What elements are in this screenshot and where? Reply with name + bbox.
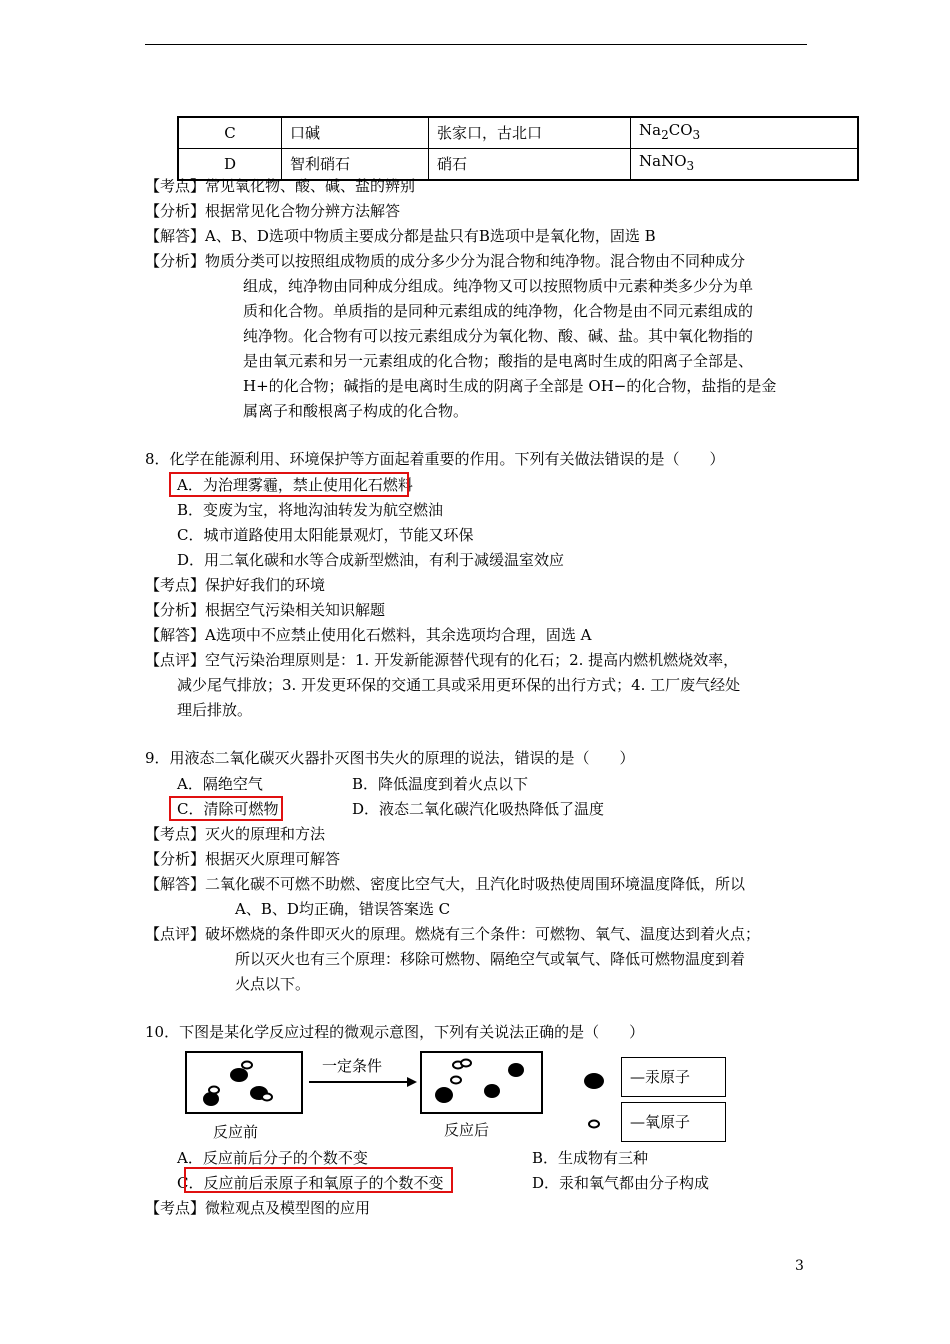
molecule-diagram-after	[422, 1053, 541, 1112]
oxygen-atom	[451, 1077, 461, 1084]
formula-subscript: 3	[692, 128, 701, 142]
q9-stem: 9．用液态二氧化碳灭火器扑灭图书失火的原理的说法，错误的是（ ）	[145, 749, 635, 767]
table-cell: 口碱	[282, 117, 429, 149]
q7-comment-line: 质和化合物。单质指的是同种元素组成的纯净物，化合物是由不同元素组成的	[243, 302, 754, 320]
q7-comment-line: 是由氧元素和另一元素组成的化合物；酸指的是电离时生成的阳离子全部是、	[243, 352, 754, 370]
mercury-atom	[203, 1092, 219, 1106]
q9-option-d: D．液态二氧化碳汽化吸热降低了温度	[352, 800, 605, 818]
q9-comment-line: 所以灭火也有三个原理：移除可燃物、隔绝空气或氧气、降低可燃物温度到着	[235, 950, 746, 968]
q9-jieda-line: 【解答】二氧化碳不可燃不助燃、密度比空气大，且汽化时吸热使周围环境温度降低，所以	[145, 875, 746, 893]
q7-jieda: 【解答】A、B、D选项中物质主要成分都是盐只有B选项中是氧化物，固选 B	[145, 227, 656, 245]
q9-option-c: C．清除可燃物	[177, 800, 279, 818]
table-cell: 硝石	[429, 149, 631, 181]
answer-highlight-box	[169, 796, 283, 821]
table-row	[178, 117, 858, 149]
q7-comment-line: 纯净物。化合物有可以按元素组成分为氧化物、酸、碱、盐。其中氧化物指的	[243, 327, 754, 345]
q7-comment-line: 【分析】物质分类可以按照组成物质的成分多少分为混合物和纯净物。混合物由不同种成分	[145, 252, 746, 270]
oxygen-atom	[461, 1060, 471, 1067]
q7-comment-line: 组成，纯净物由同种成分组成。纯净物又可以按照物质中元素种类多少分为单	[243, 277, 754, 295]
q10-option-a: A．反应前后分子的个数不变	[177, 1149, 368, 1167]
formula-part: Na	[639, 121, 662, 139]
formula-part: CO	[668, 121, 693, 139]
q8-comment-line: 理后排放。	[177, 701, 253, 719]
oxygen-atom	[209, 1087, 219, 1094]
answer-highlight-box	[184, 1167, 453, 1193]
answer-highlight-box	[169, 472, 409, 497]
mercury-atom	[508, 1063, 524, 1077]
q7-fenxi: 【分析】根据常见化合物分辨方法解答	[145, 202, 401, 220]
q9-jieda-line: A、B、D均正确，错误答案选 C	[235, 900, 451, 918]
q10-option-d: D．汞和氧气都由分子构成	[532, 1174, 710, 1192]
table-cell: D	[178, 149, 282, 181]
formula-subscript: 2	[661, 128, 669, 142]
q7-comment-line: H+的化合物；碱指的是电离时生成的阴离子全部是 OH−的化合物，盐指的是金	[243, 377, 777, 395]
legend-mercury: —汞原子	[621, 1057, 726, 1097]
q10-option-c: C．反应前后汞原子和氧原子的个数不变	[177, 1174, 444, 1192]
oxygen-atom	[242, 1062, 252, 1069]
mineral-table	[177, 116, 859, 181]
table-cell: 智利硝石	[282, 149, 429, 181]
q9-comment-line: 火点以下。	[235, 975, 311, 993]
mercury-atom	[435, 1087, 453, 1103]
legend-oxygen: —氧原子	[621, 1102, 726, 1142]
q9-fenxi: 【分析】根据灭火原理可解答	[145, 850, 341, 868]
formula-subscript: 3	[686, 159, 695, 173]
q8-stem: 8．化学在能源利用、环境保护等方面起着重要的作用。下列有关做法错误的是（ ）	[145, 450, 725, 468]
hgo-molecule	[203, 1087, 219, 1107]
after-reaction-box	[420, 1051, 543, 1114]
after-label: 反应后	[444, 1121, 490, 1139]
q7-kaodian: 【考点】常见氧化物、酸、碱、盐的辨别	[145, 177, 416, 195]
hgo-molecule	[230, 1062, 252, 1083]
q9-comment-line: 【点评】破坏燃烧的条件即灭火的原理。燃烧有三个条件：可燃物、氧气、温度达到着火点；	[145, 925, 761, 943]
page-number: 3	[795, 1258, 804, 1274]
q9-option-b: B．降低温度到着火点以下	[352, 775, 529, 793]
mercury-atom	[484, 1084, 500, 1098]
q8-comment-line: 减少尾气排放；3. 开发更环保的交通工具或采用更环保的出行方式；4. 工厂废气经处	[177, 676, 741, 694]
q8-option-b: B．变废为宝，将地沟油转发为航空燃油	[177, 501, 444, 519]
q8-option-d: D．用二氧化碳和水等合成新型燃油，有利于减缓温室效应	[177, 551, 565, 569]
mercury-atom-icon	[584, 1073, 604, 1089]
legend-symbols	[580, 1068, 610, 1136]
q8-comment-line: 【点评】空气污染治理原则是：1. 开发新能源替代现有的化石；2. 提高内燃机燃烧效率，	[145, 651, 739, 669]
oxygen-atom	[262, 1094, 272, 1101]
mercury-atom	[230, 1068, 248, 1082]
oxygen-atom-icon	[589, 1121, 599, 1128]
formula-part: NaNO	[639, 152, 687, 170]
table-cell: 张家口，古北口	[429, 117, 631, 149]
condition-label: 一定条件	[322, 1057, 383, 1075]
q8-option-a: A．为治理雾霾，禁止使用化石燃料	[177, 476, 413, 494]
formula-cell	[631, 117, 859, 149]
q8-fenxi: 【分析】根据空气污染相关知识解题	[145, 601, 386, 619]
before-label: 反应前	[213, 1123, 259, 1141]
q9-kaodian: 【考点】灭火的原理和方法	[145, 825, 326, 843]
q10-kaodian: 【考点】微粒观点及模型图的应用	[145, 1199, 371, 1217]
q10-option-b: B．生成物有三种	[532, 1149, 649, 1167]
hgo-molecule	[250, 1086, 272, 1101]
q8-kaodian: 【考点】保护好我们的环境	[145, 576, 326, 594]
oxygen-molecule	[453, 1060, 471, 1069]
q9-option-a: A．隔绝空气	[177, 775, 263, 793]
molecule-diagram-before	[187, 1053, 301, 1112]
q8-jieda: 【解答】A选项中不应禁止使用化石燃料，其余选项均合理，固选 A	[145, 626, 592, 644]
q7-comment-line: 属离子和酸根离子构成的化合物。	[243, 402, 469, 420]
header-rule	[145, 44, 807, 45]
formula-cell	[631, 149, 859, 181]
reaction-arrow	[305, 1074, 419, 1090]
q10-stem: 10．下图是某化学反应过程的微观示意图，下列有关说法正确的是（ ）	[145, 1023, 645, 1041]
q8-option-c: C．城市道路使用太阳能景观灯，节能又环保	[177, 526, 474, 544]
before-reaction-box	[185, 1051, 303, 1114]
table-cell: C	[178, 117, 282, 149]
